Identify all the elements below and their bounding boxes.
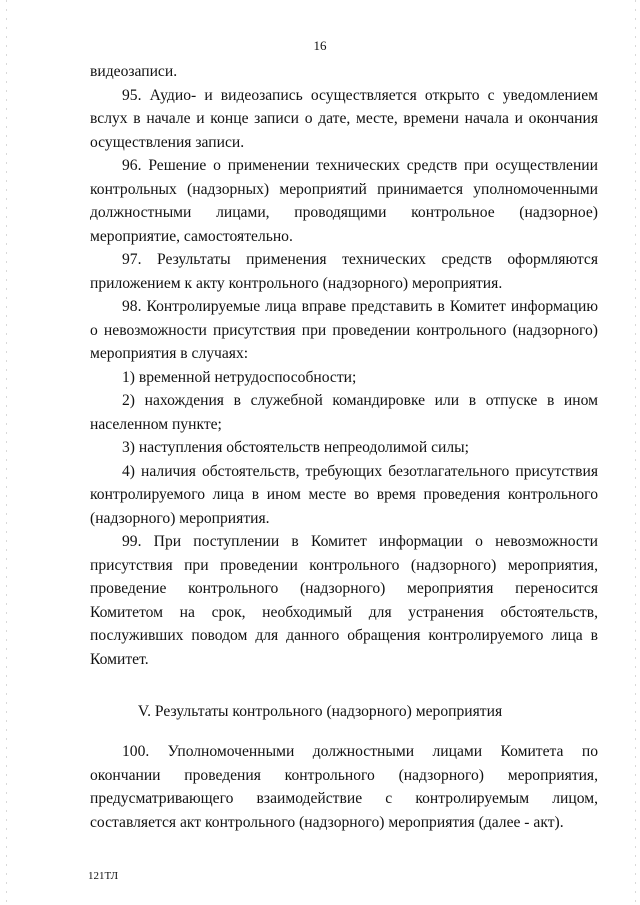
paragraph-97: 97. Результаты применения технических средств оформляются приложением к акту контрольного (надзорного) мероприятия. — [90, 251, 598, 292]
footer-code: 121ТЛ — [88, 870, 119, 882]
scan-margin-right — [635, 0, 636, 905]
section-heading: V. Результаты контрольного (надзорного) мероприятия — [137, 703, 503, 720]
paragraph-100: 100. Уполномоченными должностными лицами Комитета по окончании проведения контрольного (надзорного) мероприятия, предусматривающего взаимодействие с контролируемым лицом, составляется акт контрольного (надзорного) мероприятия (далее - акт). — [90, 743, 598, 831]
paragraph-98: 98. Контролируемые лица вправе представить в Комитет информацию о невозможности присутствия при проведении контрольного (надзорного) мероприятия в случаях: — [90, 298, 598, 362]
paragraph-96: 96. Решение о применении технических средств при осуществлении контрольных (надзорных) мероприятий принимается уполномоченными должностными лицами, проводящими контрольное (надзорное) мероприятие, самостоятельно. — [90, 157, 598, 245]
paragraph-98-item-1: 1) временной нетрудоспособности; — [122, 368, 357, 386]
paragraph-98-item-4: 4) наличия обстоятельств, требующих безотлагательного присутствия контролируемого лица в ином месте во время проведения контрольного (надзорного) мероприятия. — [90, 462, 598, 527]
paragraph-98-item-3: 3) наступления обстоятельств непреодолимой силы; — [122, 439, 469, 456]
paragraph-95: 95. Аудио- и видеозапись осуществляется открыто с уведомлением вслух в начале и конце записи о дате, месте, времени начала и окончания осуществления записи. — [90, 86, 598, 151]
paragraph-98-item-2: 2) нахождения в служебной командировке или в отпуске в ином населенном пункте; — [90, 392, 598, 433]
paragraph-99: 99. При поступлении в Комитет информации о невозможности присутствия при проведении контрольного (надзорного) мероприятия, проведение контрольного (надзорного) мероприятия переносится Комитетом на срок, необходимый для устранения обстоятельств, послуживших поводом для данного обращения контролируемого лица в Комитет. — [90, 533, 598, 668]
document-body — [90, 60, 598, 671]
scan-margin-left — [6, 0, 7, 905]
section-body — [90, 740, 598, 834]
page-number: 16 — [313, 38, 327, 53]
paragraph-continuation: видеозаписи. — [90, 63, 178, 80]
